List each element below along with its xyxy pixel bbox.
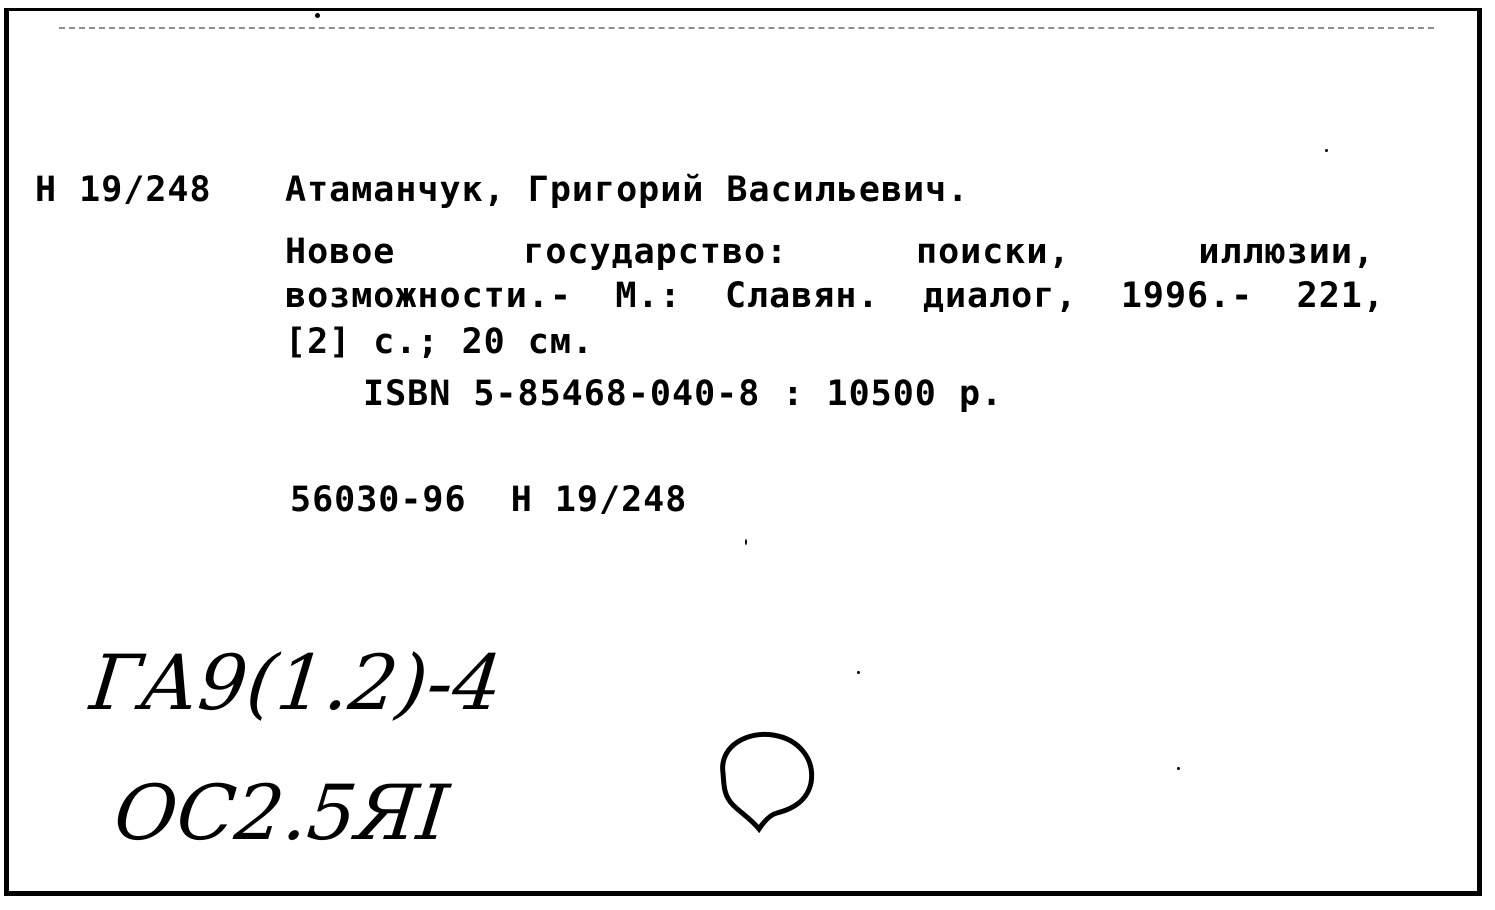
title-word: государство: [523, 232, 789, 272]
speck [745, 539, 747, 545]
accession-number: 56030-96 Н 19/248 [290, 480, 688, 520]
handwritten-code: ОС2.5ЯI [110, 768, 453, 857]
speck [1177, 767, 1180, 770]
author-heading: Атаманчук, Григорий Васильевич. [285, 170, 970, 210]
handwritten-classification: ГА9(1.2)-4 [86, 638, 507, 727]
speck [857, 671, 860, 674]
title-word: Новое [285, 232, 396, 272]
isbn-price: ISBN 5-85468-040-8 : 10500 р. [363, 374, 1004, 414]
circle-stamp-icon [711, 723, 821, 833]
speck [1325, 149, 1328, 152]
title-word: 221, [1296, 276, 1385, 316]
title-word: 1996.- [1120, 276, 1254, 316]
title-word: иллюзии, [1198, 232, 1375, 272]
title-line-2 [285, 276, 1385, 316]
title-word: М.: [615, 276, 682, 316]
title-word: диалог, [922, 276, 1078, 316]
title-word: возможности.- [285, 276, 572, 316]
title-line-1 [285, 232, 1375, 272]
catalog-card [4, 8, 1482, 896]
speck [315, 13, 320, 18]
title-word: Славян. [724, 276, 880, 316]
shelf-mark: Н 19/248 [35, 170, 212, 210]
collation-line: [2] с.; 20 см. [285, 322, 595, 362]
card-top-perforation [59, 27, 1434, 29]
title-word: поиски, [916, 232, 1071, 272]
